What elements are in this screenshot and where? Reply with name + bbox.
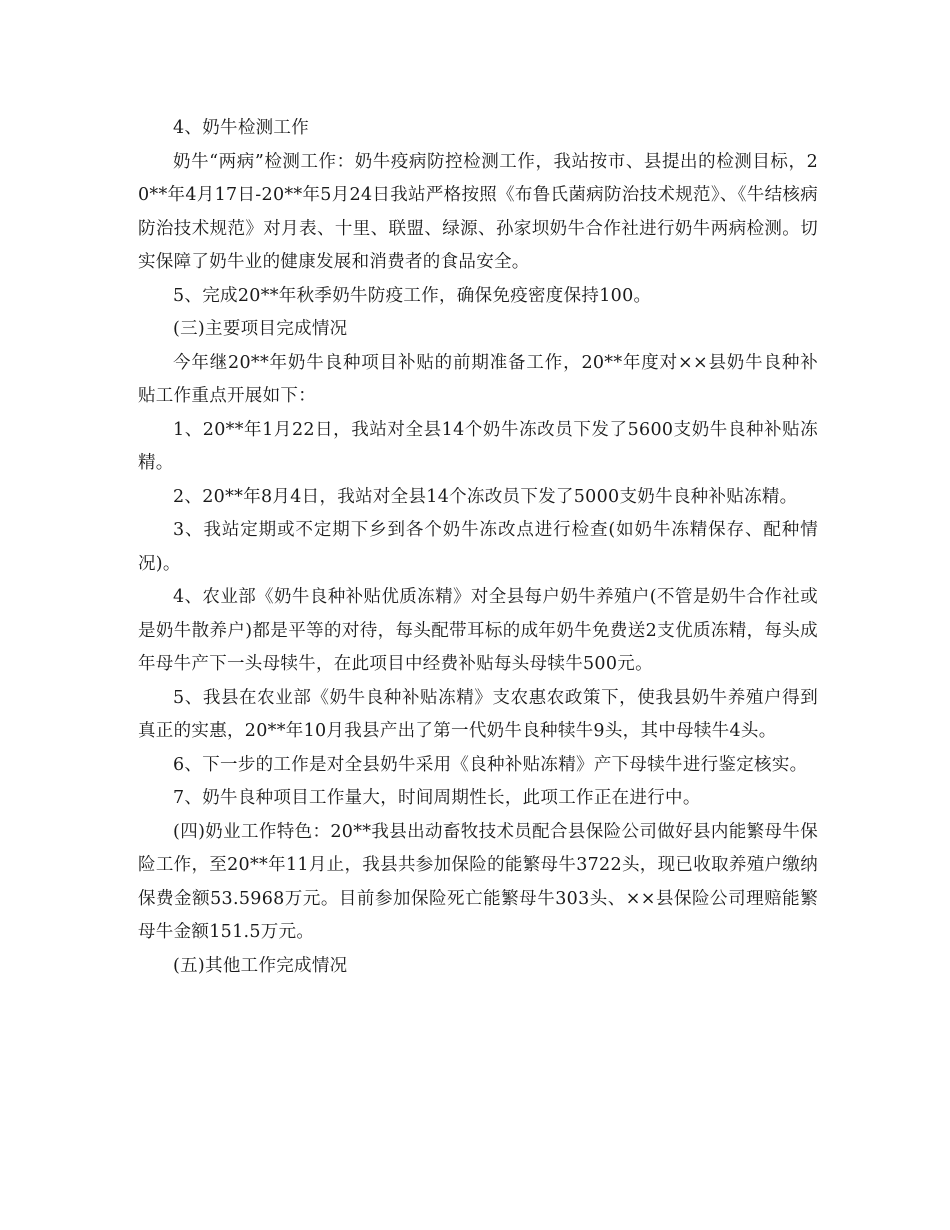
list-item-6: 6、下一步的工作是对全县奶牛采用《良种补贴冻精》产下母犊牛进行鉴定核实。 <box>173 754 808 775</box>
list-item-2: 2、20**年8月4日，我站对全县14个冻改员下发了5000支奶牛良种补贴冻精。 <box>173 486 798 507</box>
list-item-7: 7、奶牛良种项目工作量大，时间周期性长，此项工作正在进行中。 <box>173 788 701 808</box>
list-item-5: 5、我县在农业部《奶牛良种补贴冻精》支农惠农政策下，使我县奶牛养殖户得到真正的实惠，20**年10月我县产出了第一代奶牛良种犊牛9头，其中母犊牛4头。 <box>138 687 818 741</box>
paragraph-dairy-features: (四)奶业工作特色：20**我县出动畜牧技术员配合县保险公司做好县内能繁母牛保险工作，至20**年11月止，我县共参加保险的能繁母牛3722头，现已收取养殖户缴纳保费金额53.5968万元。目前参加保险死亡能繁母牛303头、××县保险公司理赔能繁母牛金额151.5万元。 <box>138 821 818 942</box>
paragraph-project-intro: 今年继20**年奶牛良种项目补贴的前期准备工作，20**年度对××县奶牛良种补贴工作重点开展如下： <box>138 352 818 406</box>
paragraph-autumn-epidemic-prevention: 5、完成20**年秋季奶牛防疫工作，确保免疫密度保持100。 <box>173 285 652 306</box>
heading-other-work: (五)其他工作完成情况 <box>173 955 348 976</box>
document-body <box>138 112 818 983</box>
heading-main-projects: (三)主要项目完成情况 <box>173 319 348 339</box>
list-item-1: 1、20**年1月22日，我站对全县14个奶牛冻改员下发了5600支奶牛良种补贴冻精。 <box>138 419 818 473</box>
list-item-4: 4、农业部《奶牛良种补贴优质冻精》对全县每户奶牛养殖户(不管是奶牛合作社或是奶牛散养户)都是平等的对待，每头配带耳标的成年奶牛免费送2支优质冻精，每头成年母牛产下一头母犊牛，在此项目中经费补贴每头母犊牛500元。 <box>138 587 818 674</box>
heading-dairy-cattle-testing: 4、奶牛检测工作 <box>173 118 310 138</box>
paragraph-two-diseases-testing: 奶牛“两病”检测工作：奶牛疫病防控检测工作，我站按市、县提出的检测目标，20**年4月17日-20**年5月24日我站严格按照《布鲁氏菌病防治技术规范》、《牛结核病防治技术规范》对月表、十里、联盟、绿源、孙家坝奶牛合作社进行奶牛两病检测。切实保障了奶牛业的健康发展和消费者的食品安全。 <box>138 151 818 272</box>
list-item-3: 3、我站定期或不定期下乡到各个奶牛冻改点进行检查(如奶牛冻精保存、配种情况)。 <box>138 520 818 574</box>
